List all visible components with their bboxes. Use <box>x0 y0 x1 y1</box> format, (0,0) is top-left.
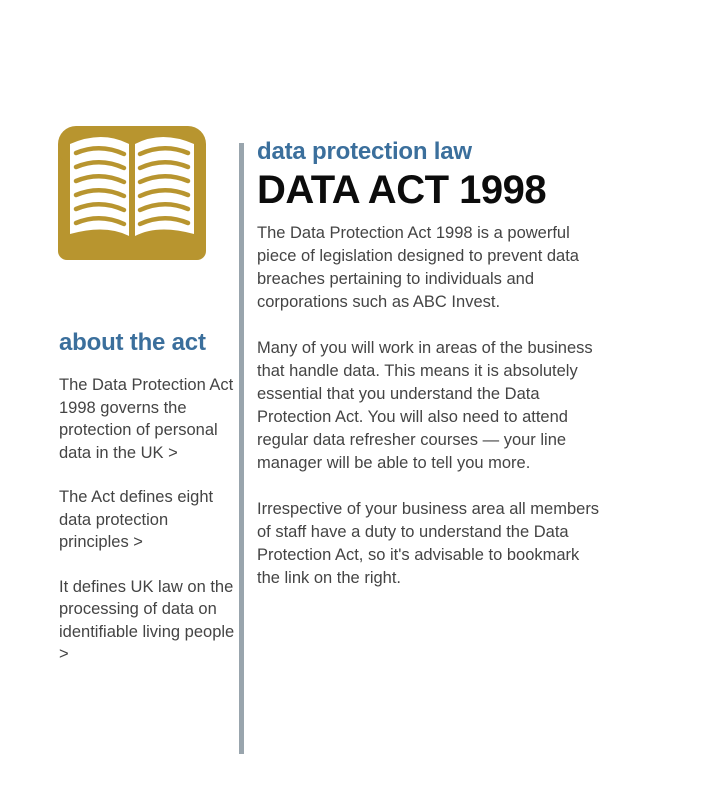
sidebar-link-processing[interactable]: It defines UK law on the processing of data on identifiable living people > <box>59 577 235 663</box>
open-book-icon <box>56 124 208 262</box>
responsibility-paragraph: Many of you will work in areas of the business that handle data. This means it is absolutely essential that you understand the Data Protection Act. You will also need to attend regular data refresher courses — your line manager will be able to tell you more. <box>257 339 593 472</box>
sidebar-link-principles[interactable]: The Act defines eight data protection principles > <box>59 488 214 551</box>
page-title: DATA ACT 1998 <box>257 168 547 212</box>
vertical-divider <box>239 143 244 754</box>
section-kicker: data protection law <box>257 138 472 165</box>
sidebar <box>59 328 235 688</box>
main-content <box>257 138 602 613</box>
sidebar-link-governs[interactable]: The Data Protection Act 1998 governs the protection of personal data in the UK > <box>59 376 234 462</box>
sidebar-heading: about the act <box>59 329 206 356</box>
intro-paragraph: The Data Protection Act 1998 is a powerful piece of legislation designed to prevent data breaches pertaining to individuals and corporations such as ABC Invest. <box>257 224 579 311</box>
duty-paragraph: Irrespective of your business area all members of staff have a duty to understand the Data Protection Act, so it's advisable to bookmark the link on the right. <box>257 500 600 587</box>
